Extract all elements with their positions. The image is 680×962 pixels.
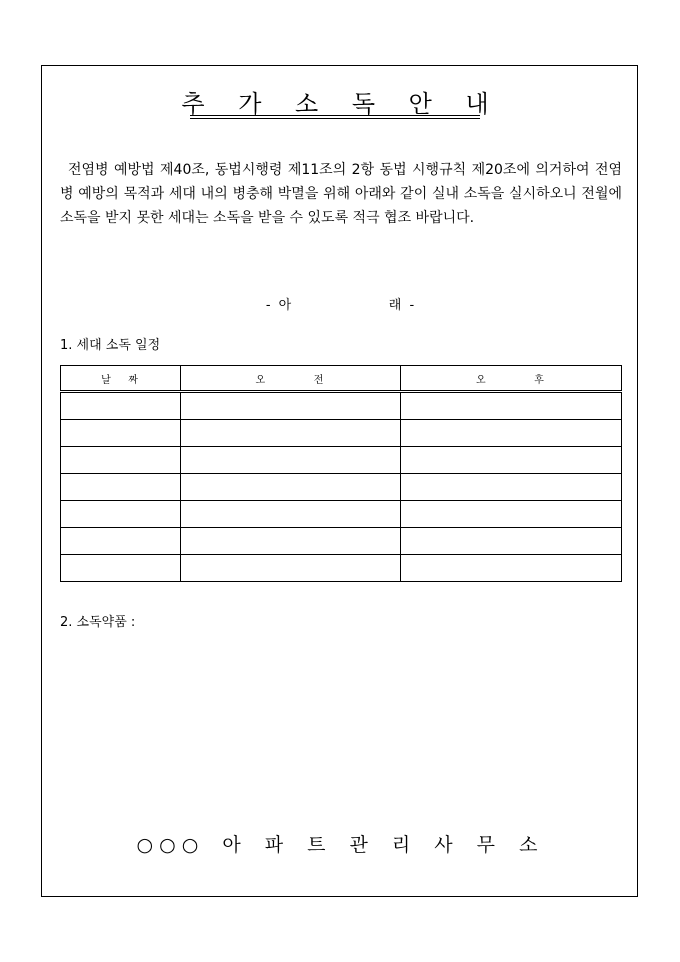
notice-below-heading [0, 294, 680, 313]
table-row [61, 501, 622, 528]
section-2-heading: 2. 소독약품 : [60, 615, 136, 630]
table-cell [401, 447, 622, 474]
table-cell [181, 555, 401, 582]
notice-below-left: - 아 [265, 298, 292, 313]
notice-below-right: 래 - [388, 298, 415, 313]
header-afternoon: 오 후 [401, 366, 622, 392]
table-cell [61, 420, 181, 447]
table-row [61, 474, 622, 501]
table-cell [401, 392, 622, 420]
table-cell [61, 447, 181, 474]
footer-office-name: ○○○ 아 파 트 관 리 사 무 소 [136, 834, 544, 856]
table-row [61, 447, 622, 474]
title-underline [190, 115, 480, 116]
table-cell [61, 528, 181, 555]
table-cell [401, 501, 622, 528]
intro-paragraph: 전염병 예방법 제40조, 동법시행령 제11조의 2항 동법 시행규칙 제20조에 의거하여 전염병 예방의 목적과 세대 내의 병충해 박멸을 위해 아래와 같이 실내 소독을 실시하오니 전월에 소독을 받지 못한 세대는 소독을 받을 수 있도록 적극 협조 바랍니다. [60, 162, 622, 226]
table-row [61, 555, 622, 582]
header-morning: 오 전 [181, 366, 401, 392]
table-cell [61, 555, 181, 582]
table-row [61, 420, 622, 447]
table-cell [401, 528, 622, 555]
table-cell [181, 474, 401, 501]
table-cell [61, 392, 181, 420]
document-title: 추 가 소 독 안 내 [181, 90, 499, 118]
table-cell [181, 501, 401, 528]
table-cell [61, 474, 181, 501]
header-date: 날 짜 [61, 366, 181, 392]
schedule-table [60, 365, 622, 582]
table-cell [181, 447, 401, 474]
table-cell [61, 501, 181, 528]
table-cell [181, 392, 401, 420]
table-header-row [61, 366, 622, 392]
table-cell [401, 555, 622, 582]
title-underline-second [190, 118, 480, 119]
table-cell [401, 420, 622, 447]
table-row [61, 392, 622, 420]
table-row [61, 528, 622, 555]
table-cell [181, 420, 401, 447]
section-1-heading: 1. 세대 소독 일정 [60, 338, 161, 353]
table-cell [401, 474, 622, 501]
table-cell [181, 528, 401, 555]
